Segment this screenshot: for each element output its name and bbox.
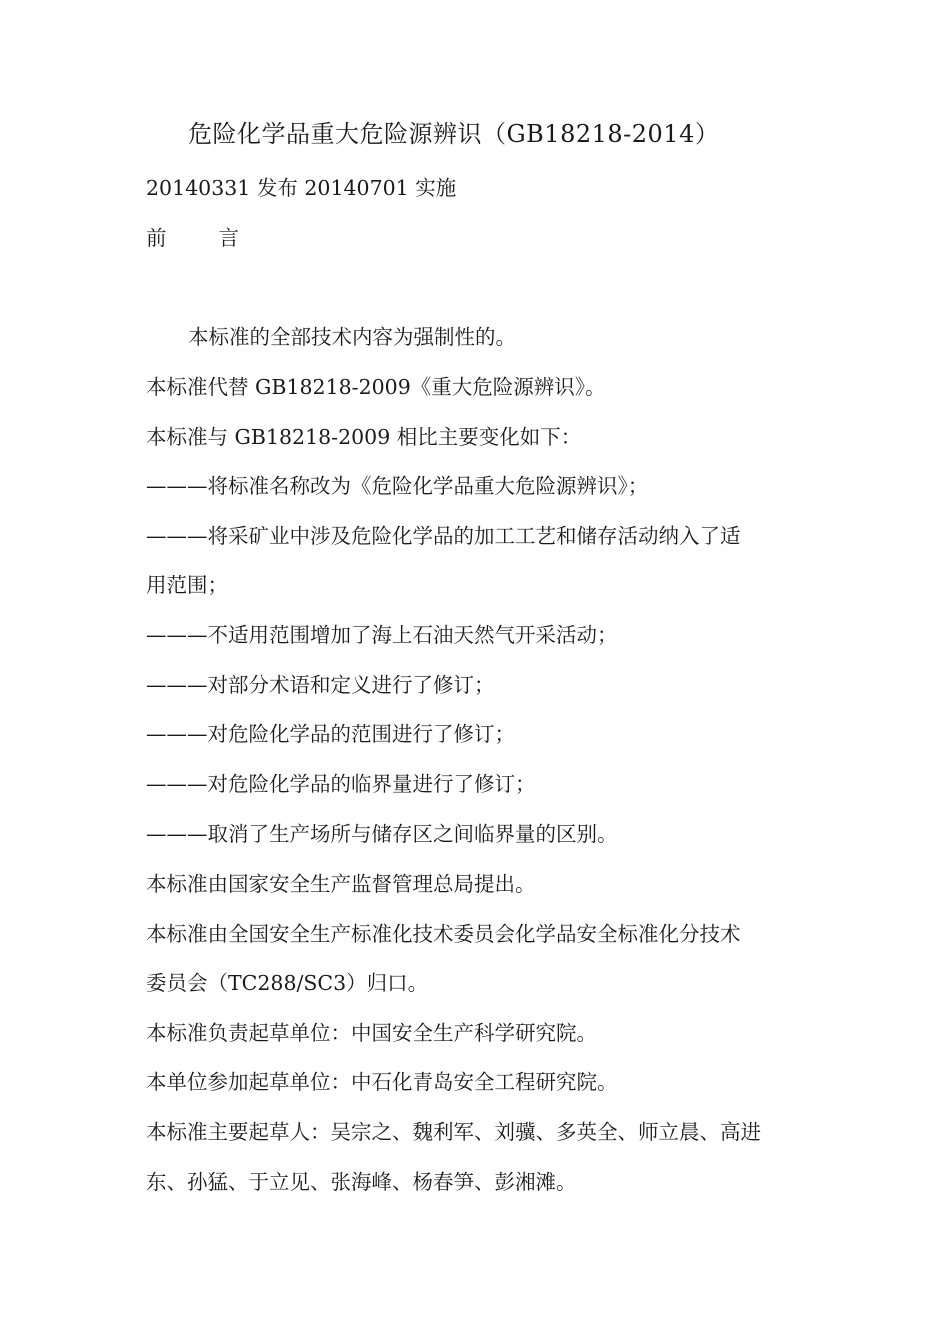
change-item: ———对部分术语和定义进行了修订； xyxy=(146,673,495,697)
paragraph-committee-continued: 委员会（TC288/SC3）归口。 xyxy=(146,971,429,995)
paragraph-committee: 本标准由全国安全生产标准化技术委员会化学品安全标准化分技术 xyxy=(146,922,741,946)
paragraph-drafters-continued: 东、孙猛、于立见、张海峰、杨春笋、彭湘滩。 xyxy=(146,1170,577,1194)
change-item: ———对危险化学品的临界量进行了修订； xyxy=(146,772,536,796)
preface-heading xyxy=(146,224,239,252)
paragraph-replaces: 本标准代替 GB18218-2009《重大危险源辨识》。 xyxy=(146,375,606,399)
change-item: ———将采矿业中涉及危险化学品的加工工艺和储存活动纳入了适 xyxy=(146,524,741,548)
paragraph-participating-unit: 本单位参加起草单位：中石化青岛安全工程研究院。 xyxy=(146,1070,618,1094)
change-item: ———将标准名称改为《危险化学品重大危险源辨识》； xyxy=(146,474,649,498)
paragraph-drafting-unit: 本标准负责起草单位：中国安全生产科学研究院。 xyxy=(146,1021,597,1045)
preface-heading-left: 前 xyxy=(146,226,167,250)
paragraph-drafters: 本标准主要起草人：吴宗之、魏利军、刘骥、多英全、师立晨、高进 xyxy=(146,1120,761,1144)
paragraph-changes-intro: 本标准与 GB18218-2009 相比主要变化如下： xyxy=(146,425,582,449)
change-item: ———对危险化学品的范围进行了修订； xyxy=(146,722,515,746)
preface-heading-right: 言 xyxy=(218,226,239,250)
change-item: ———不适用范围增加了海上石油天然气开采活动； xyxy=(146,623,618,647)
document-title: 危险化学品重大危险源辨识（GB18218-2014） xyxy=(188,120,720,148)
paragraph-proposer: 本标准由国家安全生产监督管理总局提出。 xyxy=(146,872,536,896)
paragraph-mandatory: 本标准的全部技术内容为强制性的。 xyxy=(188,325,516,349)
publish-dates: 20140331 发布 20140701 实施 xyxy=(146,176,457,200)
change-item: ———取消了生产场所与储存区之间临界量的区别。 xyxy=(146,822,618,846)
change-item-continued: 用范围； xyxy=(146,573,228,597)
